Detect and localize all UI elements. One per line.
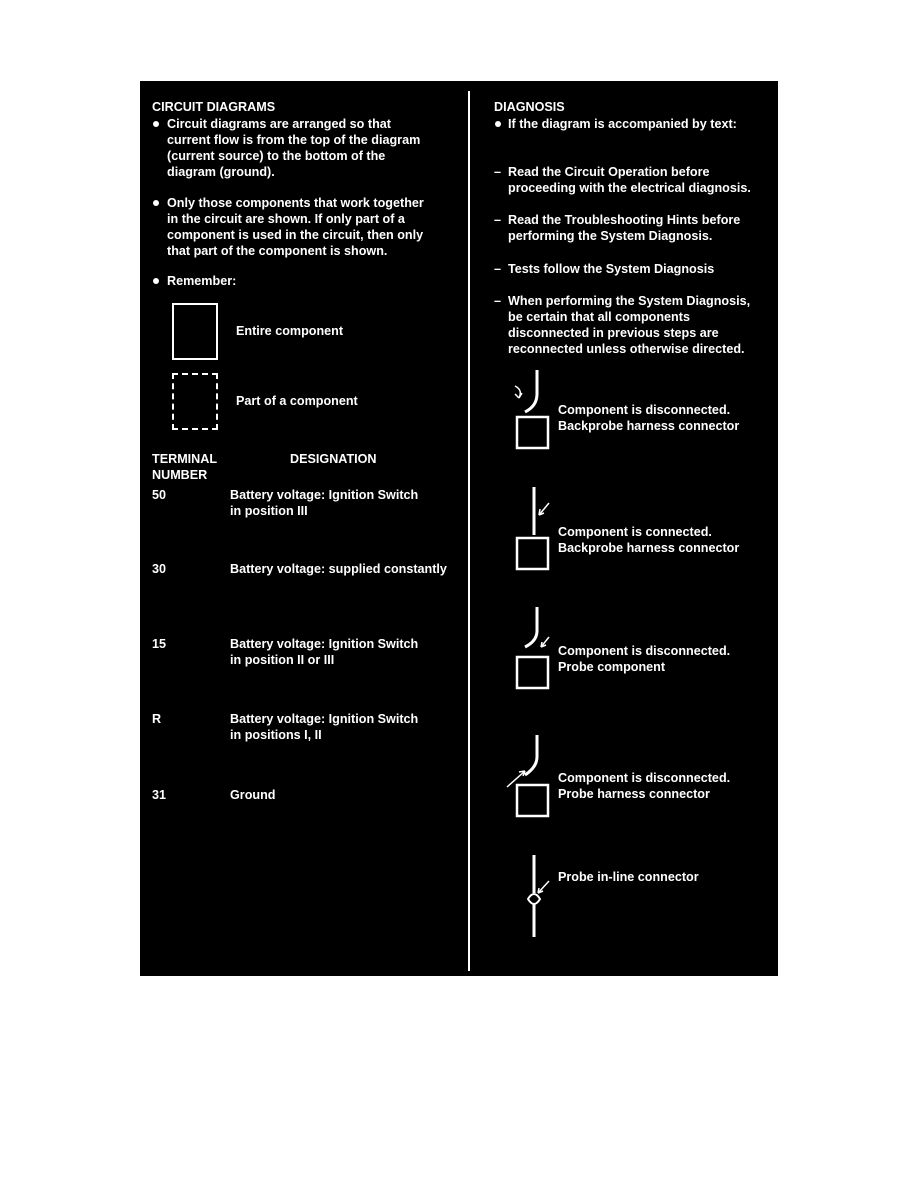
dash4-line: reconnected unless otherwise directed. [508, 342, 745, 356]
dash4-line: When performing the System Diagnosis, [508, 294, 751, 308]
probe3-line: Component is disconnected. [558, 644, 731, 658]
dash1-line: Read the Circuit Operation before [508, 165, 710, 179]
bullet1-line: current flow is from the top of the diagram [167, 133, 421, 147]
entire-component-label: Entire component [236, 324, 344, 338]
probe2-line: Backprobe harness connector [558, 541, 740, 555]
probe5-line: Probe in-line connector [558, 870, 699, 884]
probe1-line: Backprobe harness connector [558, 419, 740, 433]
terminal-number: 31 [152, 788, 167, 802]
diagnosis-heading: DIAGNOSIS [494, 100, 565, 114]
terminal-designation: Battery voltage: Ignition Switch [230, 488, 419, 502]
probe-inline-icon [515, 855, 555, 939]
bullet2-line: component is used in the circuit, then only [167, 228, 424, 242]
remember-text: Remember: [167, 274, 237, 288]
terminal-designation: in position II or III [230, 653, 335, 667]
designation-column-header: DESIGNATION [290, 452, 377, 466]
bullet1-line: Circuit diagrams are arranged so that [167, 117, 391, 131]
dash-icon: – [494, 165, 502, 179]
dash4-line: disconnected in previous steps are [508, 326, 719, 340]
terminal-designation: Ground [230, 788, 276, 802]
terminal-number: R [152, 712, 162, 726]
terminal-designation: in position III [230, 504, 308, 518]
dash-icon: – [494, 262, 502, 276]
dash3-line: Tests follow the System Diagnosis [508, 262, 715, 276]
terminal-column-header: NUMBER [152, 468, 208, 482]
dash2-line: performing the System Diagnosis. [508, 229, 713, 243]
dash-icon: – [494, 294, 502, 308]
part-component-box-icon [172, 373, 218, 430]
bullet2-line: that part of the component is shown. [167, 244, 388, 258]
diagnosis-bullet: If the diagram is accompanied by text: [508, 117, 737, 131]
bullet1-line: diagram (ground). [167, 165, 275, 179]
terminal-column-header: TERMINAL [152, 452, 218, 466]
terminal-number: 50 [152, 488, 167, 502]
bullet-icon [495, 121, 501, 127]
dash-icon: – [494, 213, 502, 227]
terminal-designation: Battery voltage: supplied constantly [230, 562, 447, 576]
dash2-line: Read the Troubleshooting Hints before [508, 213, 741, 227]
terminal-designation: Battery voltage: Ignition Switch [230, 637, 419, 651]
probe-component-icon [505, 607, 555, 692]
bullet2-line: in the circuit are shown. If only part of a [167, 212, 405, 226]
backprobe-disconnected-icon [505, 370, 555, 452]
bullet-icon [153, 278, 159, 284]
dash4-line: be certain that all components [508, 310, 690, 324]
dash1-line: proceeding with the electrical diagnosis. [508, 181, 751, 195]
bullet-icon [153, 121, 159, 127]
part-component-label: Part of a component [236, 394, 358, 408]
terminal-designation: Battery voltage: Ignition Switch [230, 712, 419, 726]
bullet1-line: (current source) to the bottom of the [167, 149, 386, 163]
terminal-number: 30 [152, 562, 167, 576]
column-divider [468, 91, 470, 971]
probe4-line: Probe harness connector [558, 787, 710, 801]
probe4-line: Component is disconnected. [558, 771, 731, 785]
circuit-diagrams-heading: CIRCUIT DIAGRAMS [152, 100, 276, 114]
bullet2-line: Only those components that work together [167, 196, 424, 210]
probe3-line: Probe component [558, 660, 666, 674]
probe2-line: Component is connected. [558, 525, 712, 539]
bullet-icon [153, 200, 159, 206]
backprobe-connected-icon [505, 487, 555, 573]
terminal-designation: in positions I, II [230, 728, 322, 742]
probe-harness-icon [505, 735, 555, 820]
probe1-line: Component is disconnected. [558, 403, 731, 417]
entire-component-box-icon [172, 303, 218, 360]
terminal-number: 15 [152, 637, 167, 651]
